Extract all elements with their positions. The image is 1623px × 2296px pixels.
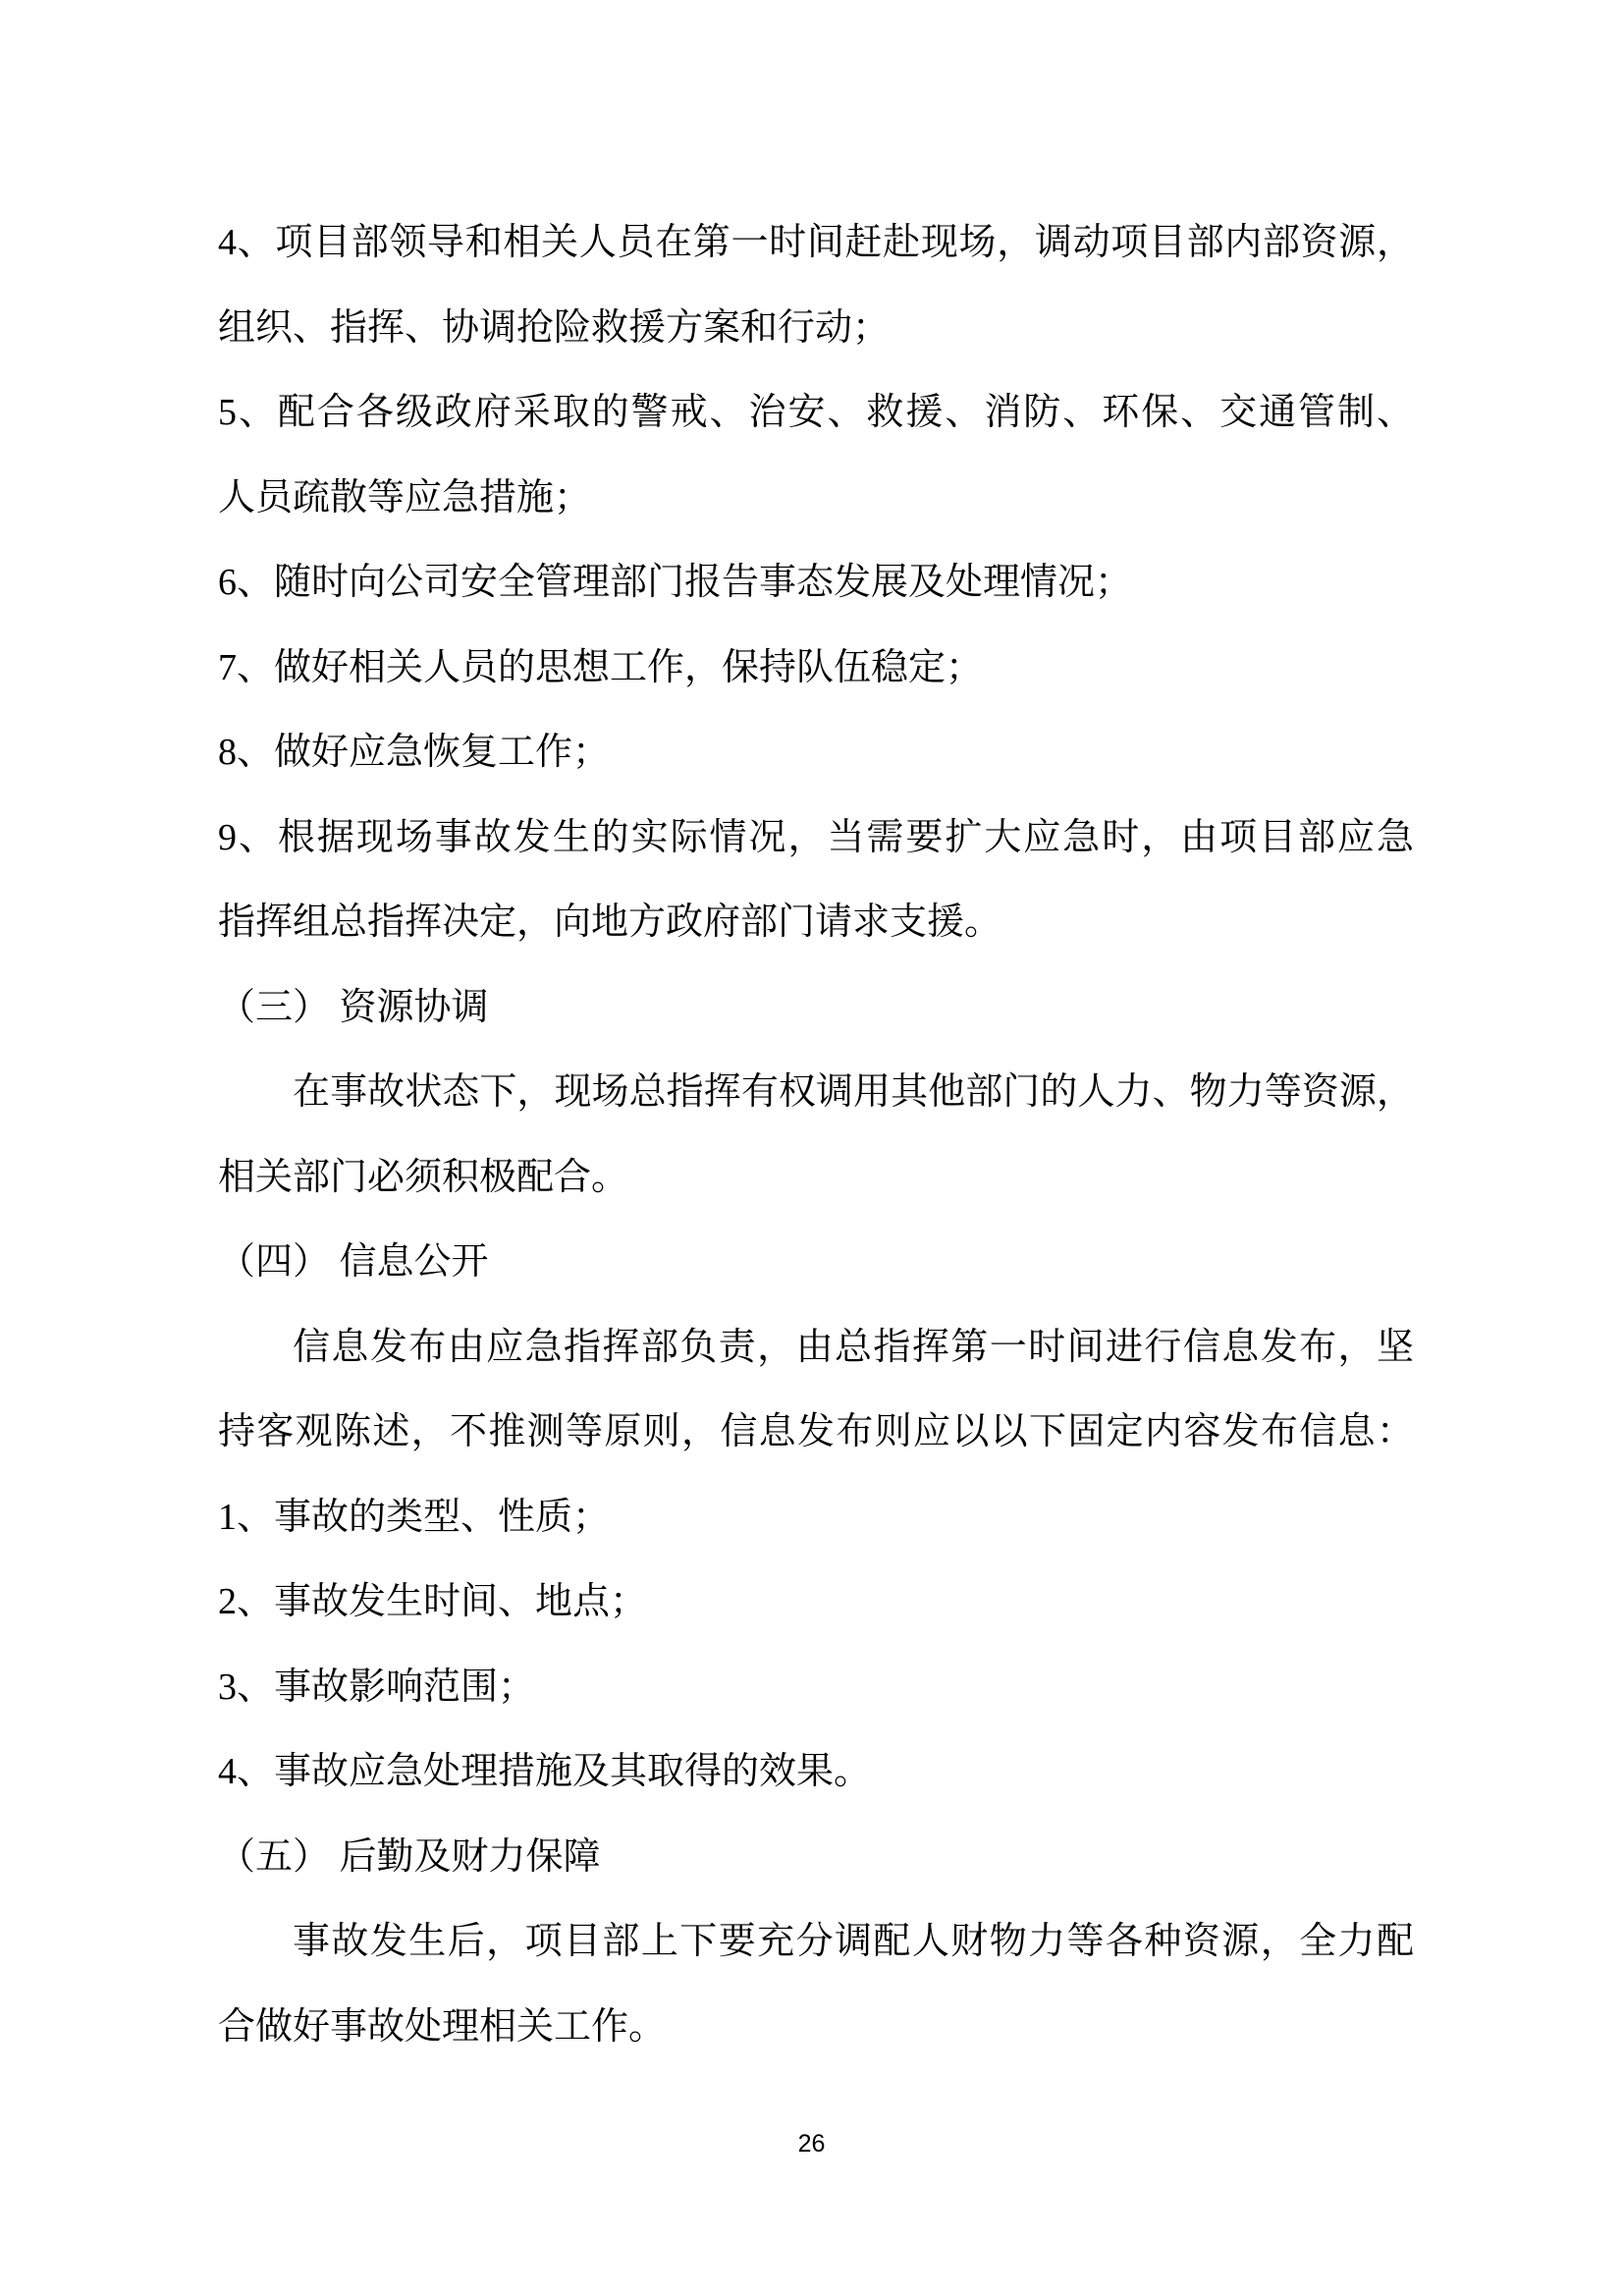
text-line: 4、事故应急处理措施及其取得的效果。 bbox=[218, 1751, 872, 1792]
text-line: 9、根据现场事故发生的实际情况，当需要扩大应急时，由项目部应急 bbox=[218, 816, 1414, 858]
text-line: 1、事故的类型、性质； bbox=[218, 1496, 611, 1538]
text-line: 信息发布由应急指挥部负责，由总指挥第一时间进行信息发布，坚 bbox=[293, 1326, 1414, 1368]
text-line: 7、做好相关人员的思想工作，保持队伍稳定； bbox=[218, 646, 984, 688]
text-line: 6、随时向公司安全管理部门报告事态发展及处理情况； bbox=[218, 562, 1133, 603]
page-body-text bbox=[218, 200, 1414, 2069]
text-line: 2、事故发生时间、地点； bbox=[218, 1581, 648, 1622]
text-line: 指挥组总指挥决定，向地方政府部门请求支援。 bbox=[218, 902, 1002, 943]
text-line: 事故发生后，项目部上下要充分调配人财物力等各种资源，全力配 bbox=[293, 1921, 1414, 1962]
page-number: 26 bbox=[797, 2130, 826, 2158]
text-line: 合做好事故处理相关工作。 bbox=[218, 2005, 667, 2048]
section-heading-line: （四） 信息公开 bbox=[218, 1241, 489, 1283]
text-line: 相关部门必须积极配合。 bbox=[218, 1156, 629, 1198]
text-line: 5、配合各级政府采取的警戒、治安、救援、消防、环保、交通管制、 bbox=[218, 392, 1414, 433]
text-line: 8、做好应急恢复工作； bbox=[218, 732, 611, 773]
text-line: 3、事故影响范围； bbox=[218, 1666, 536, 1708]
text-line: 在事故状态下，现场总指挥有权调用其他部门的人力、物力等资源， bbox=[293, 1071, 1414, 1113]
section-heading-line: （五） 后勤及财力保障 bbox=[218, 1835, 601, 1878]
text-line: 人员疏散等应急措施； bbox=[218, 476, 592, 519]
text-line: 组织、指挥、协调抢险救援方案和行动； bbox=[218, 306, 891, 349]
text-line: 4、项目部领导和相关人员在第一时间赶赴现场，调动项目部内部资源， bbox=[218, 222, 1414, 263]
section-heading-line: （三） 资源协调 bbox=[218, 986, 489, 1028]
text-line: 持客观陈述，不推测等原则，信息发布则应以以下固定内容发布信息： bbox=[218, 1411, 1414, 1452]
